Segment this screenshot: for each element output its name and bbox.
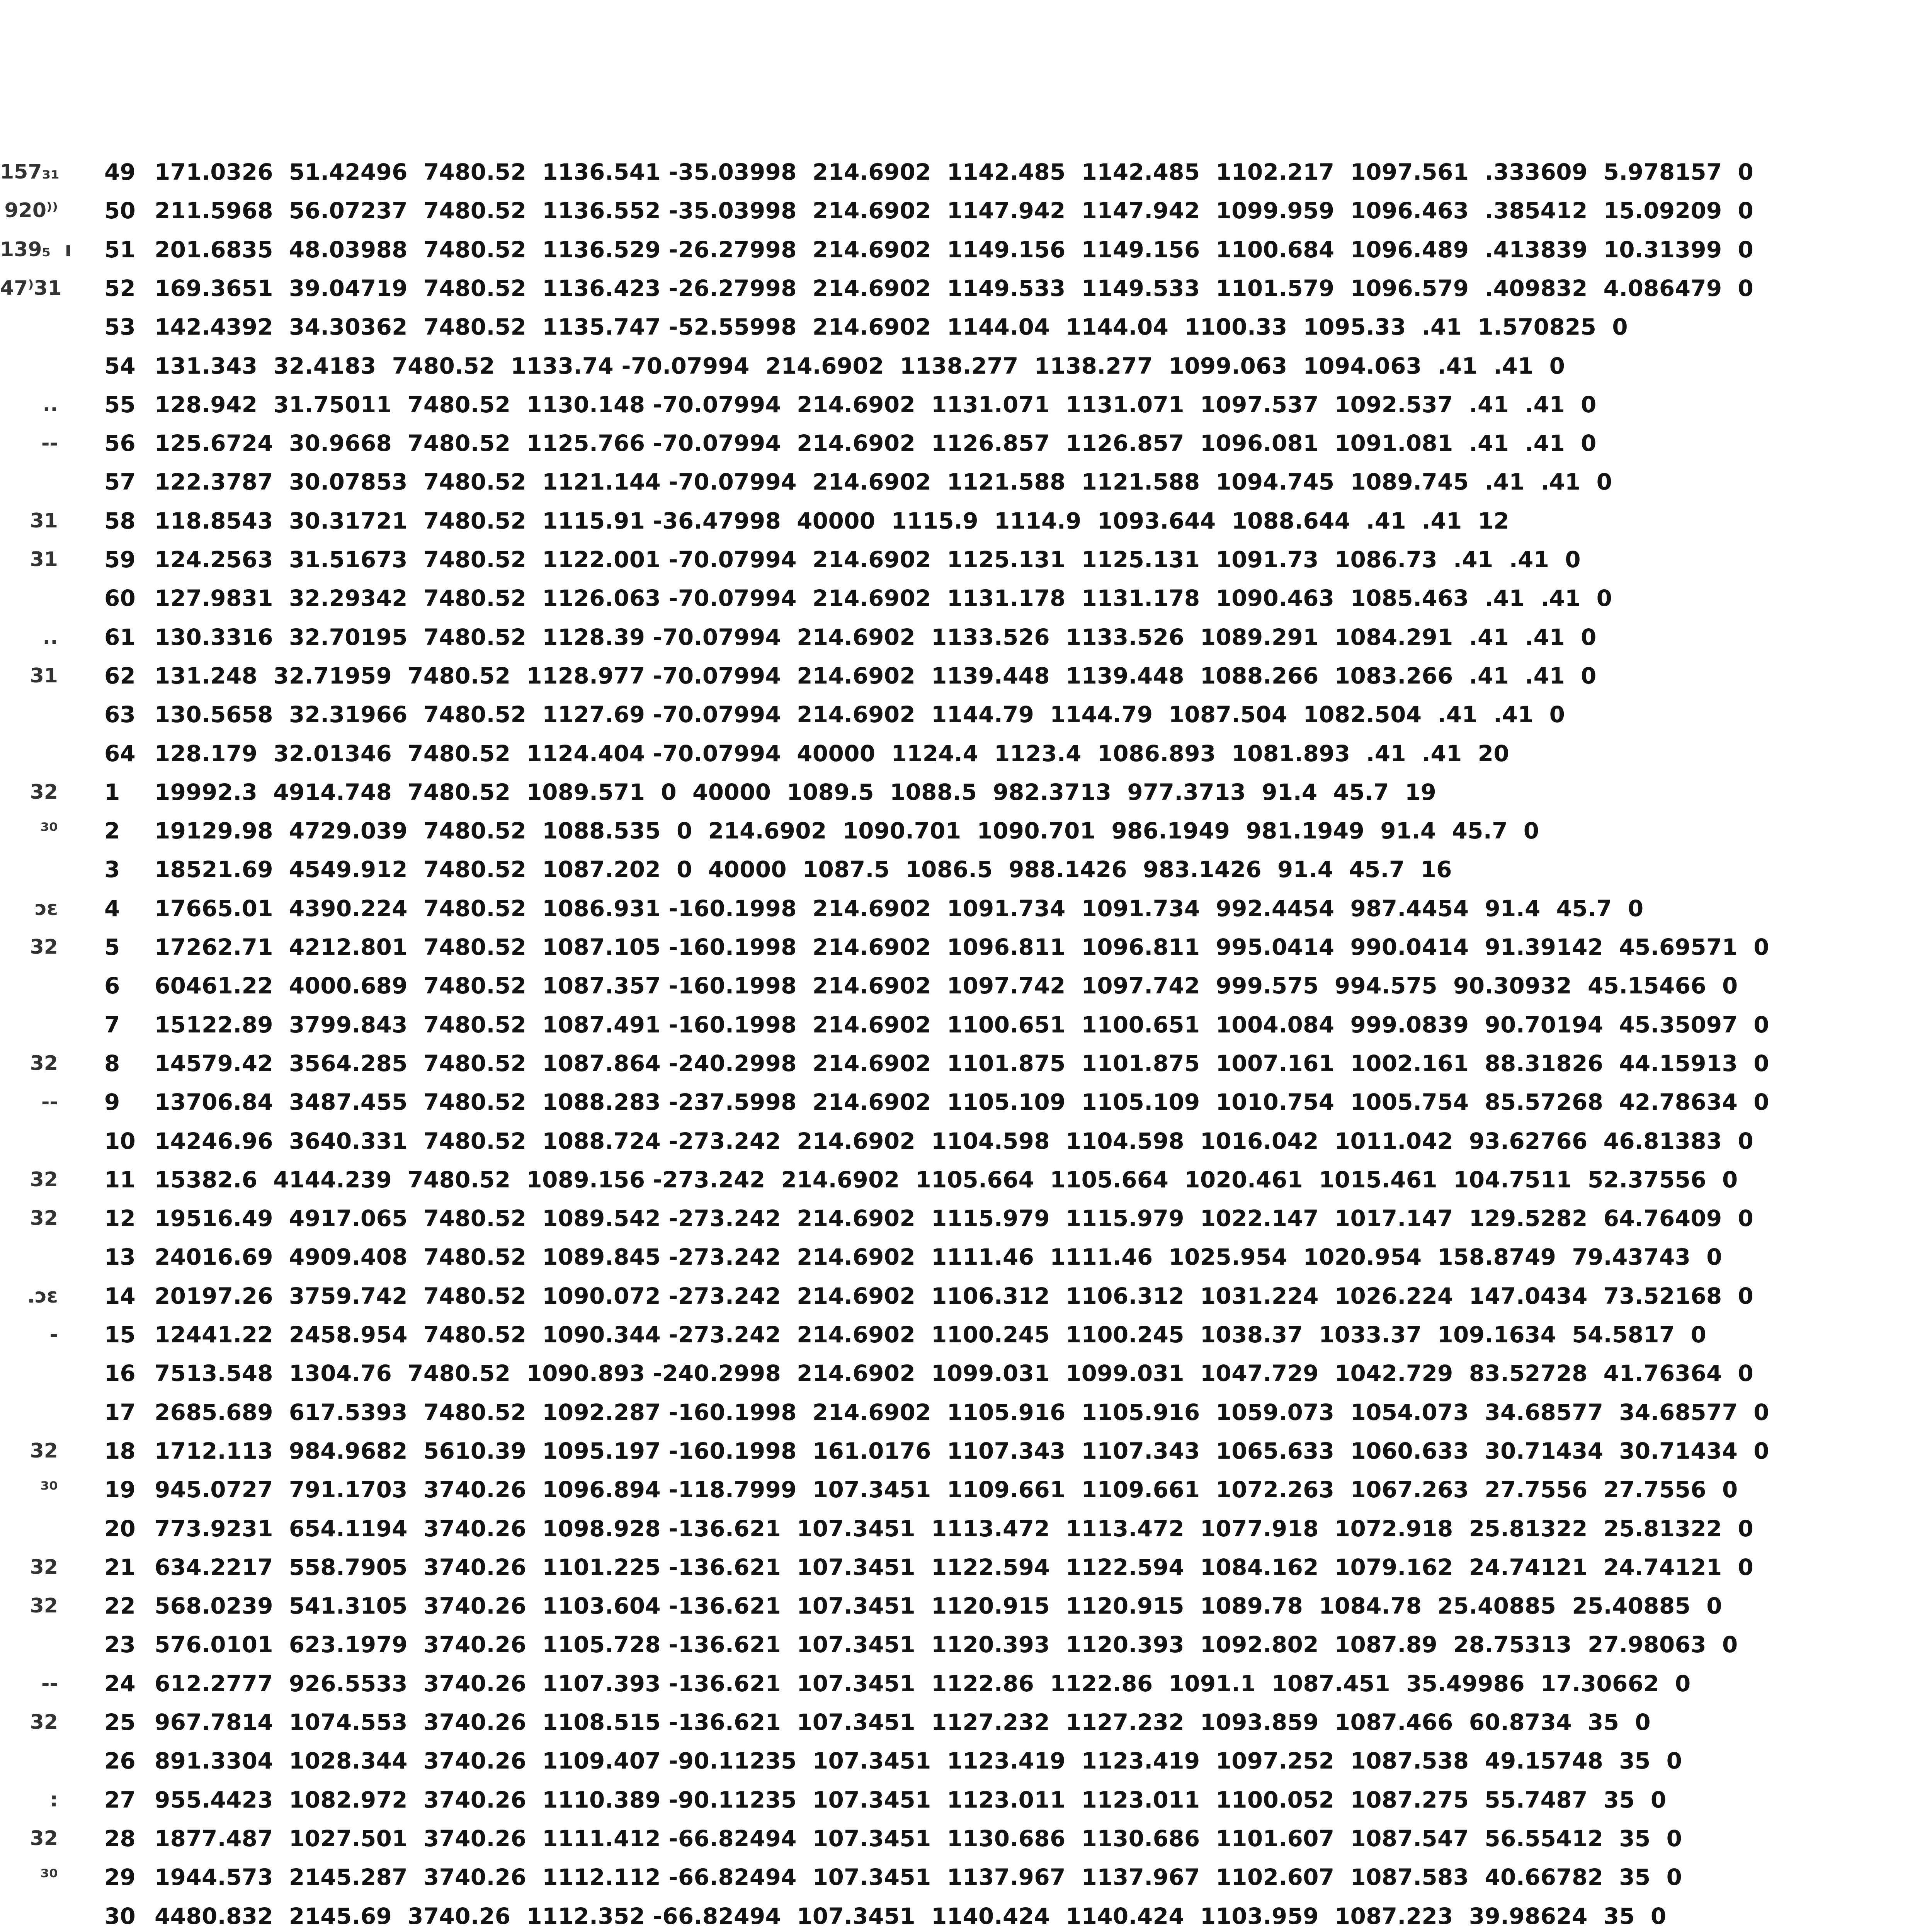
row-number: 8 xyxy=(104,1050,120,1077)
margin-annotation: 32 xyxy=(30,1827,58,1850)
row-number: 49 xyxy=(104,159,136,185)
row-number: 3 xyxy=(104,856,120,883)
margin-annotation: 32 xyxy=(30,1555,58,1579)
row-values: 1712.113 984.9682 5610.39 1095.197 -160.1998 161.0176 1107.343 1107.343 1065.633 1060.633 30.71434 30.71434 0 xyxy=(155,1437,1769,1464)
row-values: 955.4423 1082.972 3740.26 1110.389 -90.11235 107.3451 1123.011 1123.011 1100.052 1087.275 55.7487 35 0 xyxy=(155,1786,1667,1813)
row-values: 17262.71 4212.801 7480.52 1087.105 -160.1998 214.6902 1096.811 1096.811 995.0414 990.0414 91.39142 45.69571 0 xyxy=(155,934,1769,960)
row-number: 13 xyxy=(104,1244,136,1270)
row-number: 50 xyxy=(104,197,136,224)
row-values: 122.3787 30.07853 7480.52 1121.144 -70.07994 214.6902 1121.588 1121.588 1094.745 1089.745 .41 .41 0 xyxy=(155,469,1612,495)
row-values: 634.2217 558.7905 3740.26 1101.225 -136.621 107.3451 1122.594 1122.594 1084.162 1079.162 24.74121 24.74121 0 xyxy=(155,1554,1754,1580)
row-number: 57 xyxy=(104,469,136,495)
margin-annotation: .ɔɛ xyxy=(27,1284,58,1308)
row-values: 18521.69 4549.912 7480.52 1087.202 0 40000 1087.5 1086.5 988.1426 983.1426 91.4 45.7 16 xyxy=(155,856,1452,883)
margin-annotation: .. xyxy=(43,393,58,416)
row-values: 12441.22 2458.954 7480.52 1090.344 -273.242 214.6902 1100.245 1100.245 1038.37 1033.37 109.1634 54.5817 0 xyxy=(155,1321,1707,1348)
row-values: 169.3651 39.04719 7480.52 1136.423 -26.27998 214.6902 1149.533 1149.533 1101.579 1096.579 .409832 4.086479 0 xyxy=(155,275,1754,301)
margin-annotation: - xyxy=(49,1323,58,1346)
margin-annotation: ɔɛ xyxy=(35,896,58,920)
row-number: 7 xyxy=(104,1011,120,1038)
row-values: 891.3304 1028.344 3740.26 1109.407 -90.11235 107.3451 1123.419 1123.419 1097.252 1087.538 49.15748 35 0 xyxy=(155,1748,1682,1774)
margin-annotation: 32 xyxy=(30,1207,58,1230)
row-values: 128.179 32.01346 7480.52 1124.404 -70.07994 40000 1124.4 1123.4 1086.893 1081.893 .41 .41 20 xyxy=(155,740,1509,767)
row-values: 24016.69 4909.408 7480.52 1089.845 -273.242 214.6902 1111.46 1111.46 1025.954 1020.954 158.8749 79.43743 0 xyxy=(155,1244,1722,1270)
row-values: 118.8543 30.31721 7480.52 1115.91 -36.47998 40000 1115.9 1114.9 1093.644 1088.644 .41 .41 12 xyxy=(155,507,1509,534)
row-number: 23 xyxy=(104,1631,136,1658)
row-values: 127.9831 32.29342 7480.52 1126.063 -70.07994 214.6902 1131.178 1131.178 1090.463 1085.463 .41 .41 0 xyxy=(155,585,1612,612)
row-values: 13706.84 3487.455 7480.52 1088.283 -237.5998 214.6902 1105.109 1105.109 1010.754 1005.754 85.57268 42.78634 0 xyxy=(155,1089,1769,1116)
margin-annotation: 32 xyxy=(30,780,58,804)
row-values: 211.5968 56.07237 7480.52 1136.552 -35.03998 214.6902 1147.942 1147.942 1099.959 1096.463 .385412 15.09209 0 xyxy=(155,197,1754,224)
row-number: 53 xyxy=(104,314,136,340)
row-values: 1944.573 2145.287 3740.26 1112.112 -66.82494 107.3451 1137.967 1137.967 1102.607 1087.583 40.66782 35 0 xyxy=(155,1864,1682,1891)
margin-annotation: 32 xyxy=(30,1711,58,1734)
row-values: 612.2777 926.5533 3740.26 1107.393 -136.621 107.3451 1122.86 1122.86 1091.1 1087.451 35.49986 17.30662 0 xyxy=(155,1670,1691,1697)
row-number: 5 xyxy=(104,934,120,960)
row-values: 20197.26 3759.742 7480.52 1090.072 -273.242 214.6902 1106.312 1106.312 1031.224 1026.224 147.0434 73.52168 0 xyxy=(155,1282,1754,1309)
margin-annotation: ³⁰ xyxy=(40,1478,58,1502)
row-number: 10 xyxy=(104,1128,136,1154)
row-number: 51 xyxy=(104,236,136,263)
row-values: 128.942 31.75011 7480.52 1130.148 -70.07994 214.6902 1131.071 1131.071 1097.537 1092.537 .41 .41 0 xyxy=(155,391,1597,418)
row-number: 59 xyxy=(104,546,136,573)
margin-annotation: 31 xyxy=(30,664,58,687)
row-values: 171.0326 51.42496 7480.52 1136.541 -35.03998 214.6902 1142.485 1142.485 1102.217 1097.561 .333609 5.978157 0 xyxy=(155,159,1754,185)
row-number: 11 xyxy=(104,1166,136,1193)
row-number: 2 xyxy=(104,818,120,844)
margin-annotation: 31 xyxy=(30,509,58,532)
row-values: 130.3316 32.70195 7480.52 1128.39 -70.07994 214.6902 1133.526 1133.526 1089.291 1084.291 .41 .41 0 xyxy=(155,624,1597,650)
row-number: 64 xyxy=(104,740,136,767)
row-values: 14246.96 3640.331 7480.52 1088.724 -273.242 214.6902 1104.598 1104.598 1016.042 1011.042 93.62766 46.81383 0 xyxy=(155,1128,1754,1154)
row-values: 773.9231 654.1194 3740.26 1098.928 -136.621 107.3451 1113.472 1113.472 1077.918 1072.918 25.81322 25.81322 0 xyxy=(155,1515,1754,1542)
row-number: 54 xyxy=(104,352,136,379)
row-values: 19992.3 4914.748 7480.52 1089.571 0 40000 1089.5 1088.5 982.3713 977.3713 91.4 45.7 19 xyxy=(155,779,1437,805)
row-values: 15382.6 4144.239 7480.52 1089.156 -273.242 214.6902 1105.664 1105.664 1020.461 1015.461 104.7511 52.37556 0 xyxy=(155,1166,1738,1193)
row-values: 131.343 32.4183 7480.52 1133.74 -70.07994 214.6902 1138.277 1138.277 1099.063 1094.063 .41 .41 0 xyxy=(155,352,1565,379)
row-number: 9 xyxy=(104,1089,120,1116)
row-values: 1877.487 1027.501 3740.26 1111.412 -66.82494 107.3451 1130.686 1130.686 1101.607 1087.547 56.55412 35 0 xyxy=(155,1825,1682,1852)
margin-annotation: -- xyxy=(41,432,58,455)
row-number: 62 xyxy=(104,662,136,689)
row-number: 15 xyxy=(104,1321,136,1348)
margin-annotation: 139₅ ı xyxy=(0,238,72,261)
row-number: 4 xyxy=(104,895,120,922)
row-values: 142.4392 34.30362 7480.52 1135.747 -52.55998 214.6902 1144.04 1144.04 1100.33 1095.33 .41 1.570825 0 xyxy=(155,314,1628,340)
row-values: 131.248 32.71959 7480.52 1128.977 -70.07994 214.6902 1139.448 1139.448 1088.266 1083.266 .41 .41 0 xyxy=(155,662,1597,689)
margin-annotation: : xyxy=(50,1788,58,1811)
row-values: 576.0101 623.1979 3740.26 1105.728 -136.621 107.3451 1120.393 1120.393 1092.802 1087.89 28.75313 27.98063 0 xyxy=(155,1631,1738,1658)
margin-annotation: 32 xyxy=(30,935,58,959)
row-number: 60 xyxy=(104,585,136,612)
row-values: 130.5658 32.31966 7480.52 1127.69 -70.07994 214.6902 1144.79 1144.79 1087.504 1082.504 .41 .41 0 xyxy=(155,701,1565,728)
row-number: 6 xyxy=(104,973,120,999)
row-number: 61 xyxy=(104,624,136,650)
row-number: 55 xyxy=(104,391,136,418)
margin-annotation: .. xyxy=(43,625,58,649)
row-number: 18 xyxy=(104,1437,136,1464)
row-values: 4480.832 2145.69 3740.26 1112.352 -66.82494 107.3451 1140.424 1140.424 1103.959 1087.223 39.98624 35 0 xyxy=(155,1903,1667,1929)
row-number: 14 xyxy=(104,1282,136,1309)
row-values: 17665.01 4390.224 7480.52 1086.931 -160.1998 214.6902 1091.734 1091.734 992.4454 987.4454 91.4 45.7 0 xyxy=(155,895,1644,922)
row-values: 14579.42 3564.285 7480.52 1087.864 -240.2998 214.6902 1101.875 1101.875 1007.161 1002.161 88.31826 44.15913 0 xyxy=(155,1050,1769,1077)
row-number: 17 xyxy=(104,1399,136,1425)
row-number: 16 xyxy=(104,1360,136,1387)
row-values: 2685.689 617.5393 7480.52 1092.287 -160.1998 214.6902 1105.916 1105.916 1059.073 1054.073 34.68577 34.68577 0 xyxy=(155,1399,1769,1425)
row-number: 25 xyxy=(104,1709,136,1735)
margin-annotation: 32 xyxy=(30,1168,58,1191)
row-number: 26 xyxy=(104,1748,136,1774)
row-number: 56 xyxy=(104,430,136,457)
row-values: 19129.98 4729.039 7480.52 1088.535 0 214.6902 1090.701 1090.701 986.1949 981.1949 91.4 45.7 0 xyxy=(155,818,1539,844)
margin-annotation: 32 xyxy=(30,1051,58,1075)
row-number: 1 xyxy=(104,779,120,805)
row-values: 15122.89 3799.843 7480.52 1087.491 -160.1998 214.6902 1100.651 1100.651 1004.084 999.0839 90.70194 45.35097 0 xyxy=(155,1011,1769,1038)
margin-annotation: 47⁾31 xyxy=(0,276,62,300)
margin-annotation: 157₃₁ xyxy=(0,160,60,184)
margin-annotation: -- xyxy=(41,1672,58,1695)
margin-annotation: 920⁾⁾ xyxy=(4,199,58,223)
row-number: 22 xyxy=(104,1593,136,1619)
row-number: 21 xyxy=(104,1554,136,1580)
margin-annotation: ³⁰ xyxy=(40,819,58,843)
row-number: 20 xyxy=(104,1515,136,1542)
row-values: 124.2563 31.51673 7480.52 1122.001 -70.07994 214.6902 1125.131 1125.131 1091.73 1086.73 .41 .41 0 xyxy=(155,546,1581,573)
row-number: 27 xyxy=(104,1786,136,1813)
row-values: 125.6724 30.9668 7480.52 1125.766 -70.07994 214.6902 1126.857 1126.857 1096.081 1091.081 .41 .41 0 xyxy=(155,430,1597,457)
row-number: 29 xyxy=(104,1864,136,1891)
row-number: 24 xyxy=(104,1670,136,1697)
row-values: 967.7814 1074.553 3740.26 1108.515 -136.621 107.3451 1127.232 1127.232 1093.859 1087.466 60.8734 35 0 xyxy=(155,1709,1651,1735)
margin-annotation: ³⁰ xyxy=(40,1866,58,1889)
margin-annotation: -- xyxy=(41,1090,58,1114)
margin-annotation: 32 xyxy=(30,1594,58,1618)
row-values: 60461.22 4000.689 7480.52 1087.357 -160.1998 214.6902 1097.742 1097.742 999.575 994.575 90.30932 45.15466 0 xyxy=(155,973,1738,999)
row-values: 201.6835 48.03988 7480.52 1136.529 -26.27998 214.6902 1149.156 1149.156 1100.684 1096.489 .413839 10.31399 0 xyxy=(155,236,1754,263)
row-number: 28 xyxy=(104,1825,136,1852)
row-number: 30 xyxy=(104,1903,136,1929)
row-number: 12 xyxy=(104,1205,136,1232)
row-number: 19 xyxy=(104,1476,136,1503)
margin-annotation: 31 xyxy=(30,548,58,571)
row-values: 945.0727 791.1703 3740.26 1096.894 -118.7999 107.3451 1109.661 1109.661 1072.263 1067.263 27.7556 27.7556 0 xyxy=(155,1476,1738,1503)
row-number: 58 xyxy=(104,507,136,534)
row-values: 568.0239 541.3105 3740.26 1103.604 -136.621 107.3451 1120.915 1120.915 1089.78 1084.78 25.40885 25.40885 0 xyxy=(155,1593,1722,1619)
margin-annotation: 32 xyxy=(30,1439,58,1463)
row-values: 19516.49 4917.065 7480.52 1089.542 -273.242 214.6902 1115.979 1115.979 1022.147 1017.147 129.5282 64.76409 0 xyxy=(155,1205,1754,1232)
row-values: 7513.548 1304.76 7480.52 1090.893 -240.2998 214.6902 1099.031 1099.031 1047.729 1042.729 83.52728 41.76364 0 xyxy=(155,1360,1754,1387)
row-number: 52 xyxy=(104,275,136,301)
row-number: 63 xyxy=(104,701,136,728)
